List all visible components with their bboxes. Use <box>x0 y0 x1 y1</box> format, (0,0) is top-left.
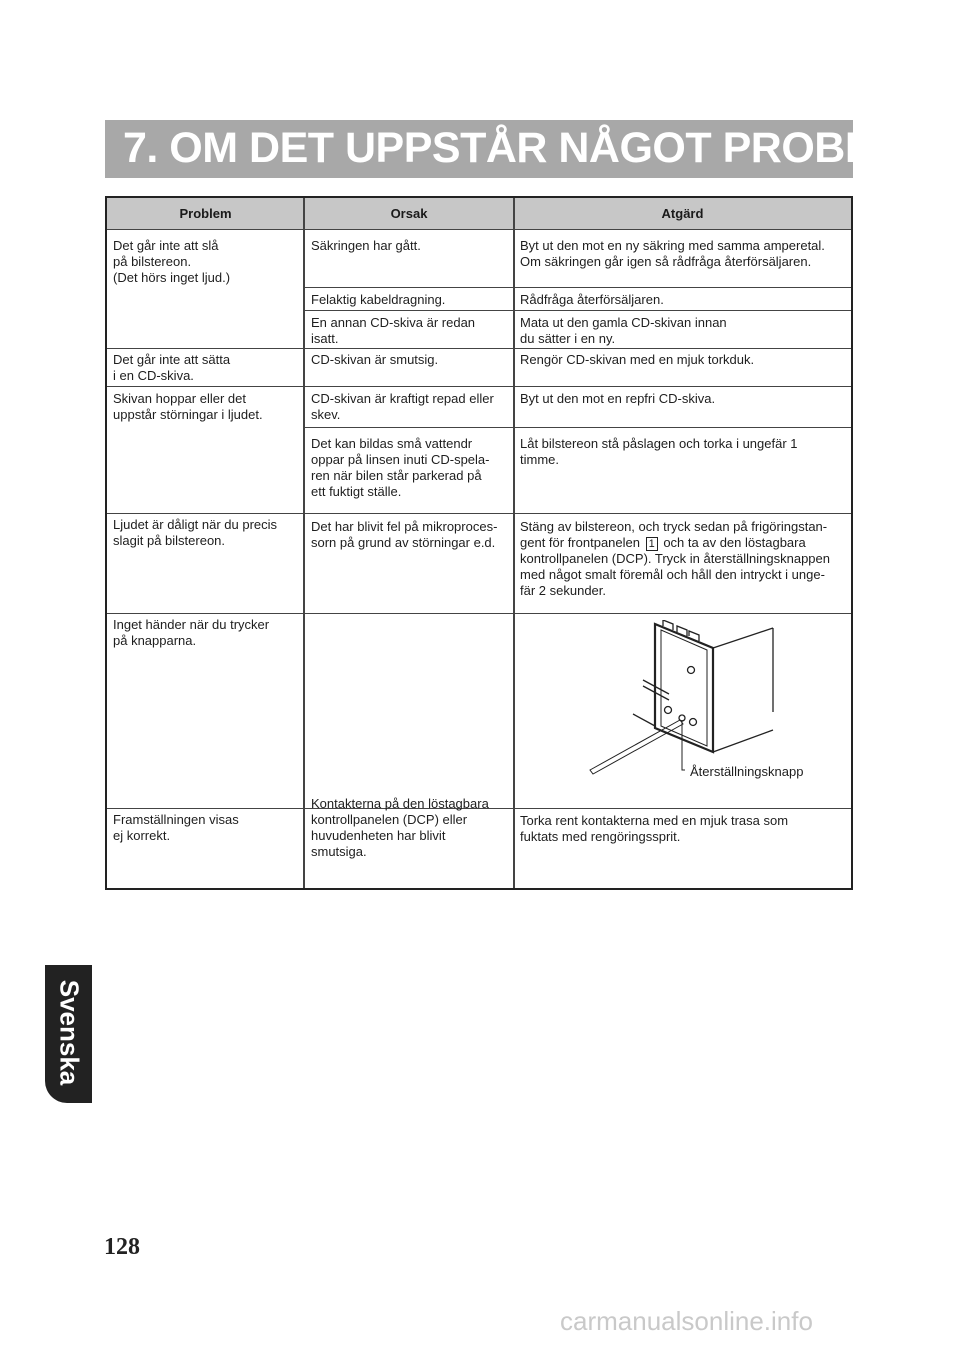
problem-cell: Det går inte att slå på bilstereon. (Det hörs inget ljud.) <box>113 238 231 285</box>
action-cell: Byt ut den mot en repfri CD-skiva. <box>520 391 716 406</box>
header-cause: Orsak <box>390 206 428 221</box>
column-divider <box>513 198 515 888</box>
problem-cell: Inget händer när du trycker på knapparna. <box>113 617 270 648</box>
action-cell: Mata ut den gamla CD-skivan innan du sätter i en ny. <box>520 315 727 346</box>
section-title: 7. OM DET UPPSTÅR NÅGOT PROBLEM <box>123 124 935 172</box>
subrow-divider <box>304 287 851 288</box>
troubleshooting-table <box>105 196 853 890</box>
cause-cell: Felaktig kabeldragning. <box>311 292 446 307</box>
reset-action-text: och ta av den löstagbara kontrollpanelen (DCP). Tryck in återställningsknappen med något smalt föremål och håll den intryckt i unge- fär 2 sekunder. <box>520 535 830 598</box>
row-divider <box>107 613 851 614</box>
row-divider <box>107 348 851 349</box>
action-cell: Rengör CD-skivan med en mjuk torkduk. <box>520 352 755 367</box>
cause-cell: Säkringen har gått. <box>311 238 421 253</box>
row-divider <box>107 513 851 514</box>
cause-cell: Det har blivit fel på mikroproces- sorn på grund av störningar e.d. <box>311 519 498 550</box>
action-cell: Torka rent kontakterna med en mjuk trasa som fuktats med rengöringssprit. <box>520 813 789 844</box>
header-problem: Problem <box>179 206 232 221</box>
subrow-divider <box>304 310 851 311</box>
cause-cell: En annan CD-skiva är redan isatt. <box>311 315 476 346</box>
action-cell: Låt bilstereon stå påslagen och torka i ungefär 1 timme. <box>520 436 798 467</box>
section-title-bar <box>105 120 935 178</box>
cause-cell: Det kan bildas små vattendr oppar på linsen inuti CD-spela- ren när bilen står parkerad på ett fuktigt ställe. <box>311 436 490 499</box>
panel-number-box: 1 <box>646 537 658 551</box>
header-action: Atgärd <box>661 206 704 221</box>
action-cell: Rådfråga återförsäljaren. <box>520 292 664 307</box>
row-divider <box>107 386 851 387</box>
language-tab-label: Svenska <box>54 979 85 1086</box>
subrow-divider <box>304 427 851 428</box>
reset-button-label: Återställningsknapp <box>690 764 804 779</box>
watermark: carmanualsonline.info <box>560 1306 813 1336</box>
problem-cell: Skivan hoppar eller det uppstår störningar i ljudet. <box>113 391 263 422</box>
page-number: 128 <box>104 1234 140 1260</box>
column-divider <box>303 198 305 888</box>
problem-cell: Det går inte att sätta i en CD-skiva. <box>113 352 231 383</box>
action-cell: Byt ut den mot en ny säkring med samma amperetal. Om säkringen går igen så rådfråga återförsäljaren. <box>520 238 825 269</box>
reset-button-diagram-icon <box>585 620 825 785</box>
cause-cell: CD-skivan är kraftigt repad eller skev. <box>311 391 494 422</box>
reset-action-text: Stäng av bilstereon, och tryck sedan på frigöringstan- gent för frontpanelen <box>520 519 828 550</box>
problem-cell: Ljudet är dåligt när du precis slagit på bilstereon. <box>113 517 278 548</box>
reset-action-cell <box>520 519 848 599</box>
language-tab <box>45 965 92 1103</box>
cause-cell: Kontakterna på den löstagbara kontrollpanelen (DCP) eller huvudenheten har blivit smutsiga. <box>311 796 489 859</box>
cause-cell: CD-skivan är smutsig. <box>311 352 439 367</box>
problem-cell: Framställningen visas ej korrekt. <box>113 812 239 843</box>
table-header <box>107 198 851 230</box>
